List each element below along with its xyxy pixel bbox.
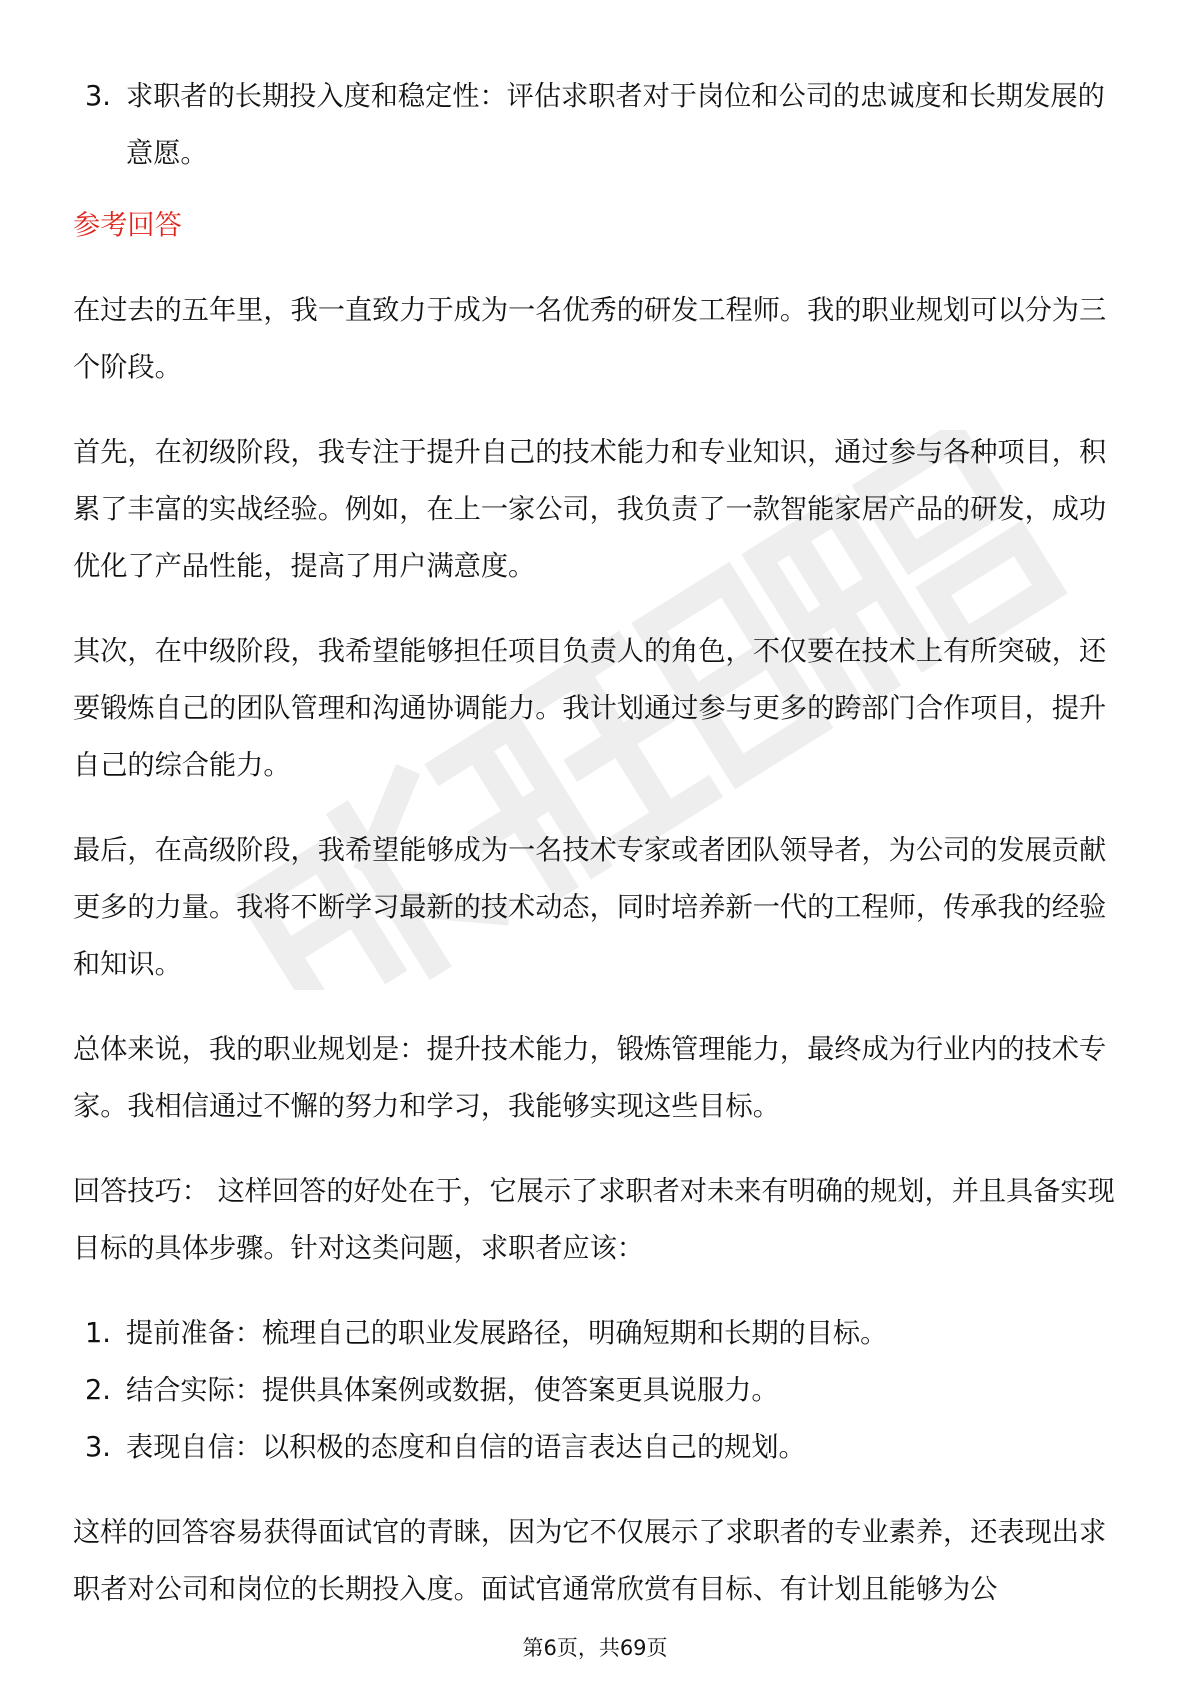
list-item bbox=[73, 1305, 1121, 1362]
paragraph-second-stage: 其次，在中级阶段，我希望能够担任项目负责人的角色，不仅要在技术上有所突破，还要锻炼自己的团队管理和沟通协调能力。我计划通过参与更多的跨部门合作项目，提升自己的综合能力。 bbox=[73, 636, 1107, 781]
list-item bbox=[73, 1419, 1121, 1476]
paragraph-closing: 这样的回答容易获得面试官的青睐，因为它不仅展示了求职者的专业素养，还表现出求职者对公司和岗位的长期投入度。面试官通常欣赏有目标、有计划且能够为公 bbox=[73, 1517, 1107, 1605]
paragraph-answer-tips: 回答技巧： 这样回答的好处在于，它展示了求职者对未来有明确的规划，并且具备实现目标的具体步骤。针对这类问题，求职者应该： bbox=[73, 1176, 1115, 1264]
main-content bbox=[73, 68, 1121, 1618]
tips-list bbox=[73, 1305, 1121, 1476]
paragraph-intro: 在过去的五年里，我一直致力于成为一名优秀的研发工程师。我的职业规划可以分为三个阶段。 bbox=[73, 295, 1107, 383]
list-item bbox=[73, 1362, 1121, 1419]
list-item-number: 1. bbox=[85, 1318, 111, 1349]
list-item-text: 结合实际：提供具体案例或数据，使答案更具说服力。 bbox=[126, 1375, 779, 1406]
list-item-text: 求职者的长期投入度和稳定性：评估求职者对于岗位和公司的忠诚度和长期发展的意愿。 bbox=[126, 81, 1105, 169]
list-item-number: 3. bbox=[85, 1432, 111, 1463]
list-item bbox=[73, 68, 1121, 182]
page-number-footer: 第6页，共69页 bbox=[522, 1636, 668, 1660]
paragraph-first-stage: 首先，在初级阶段，我专注于提升自己的技术能力和专业知识，通过参与各种项目，积累了丰富的实战经验。例如，在上一家公司，我负责了一款智能家居产品的研发，成功优化了产品性能，提高了用户满意度。 bbox=[73, 437, 1107, 582]
paragraph-summary: 总体来说，我的职业规划是：提升技术能力，锻炼管理能力，最终成为行业内的技术专家。我相信通过不懈的努力和学习，我能够实现这些目标。 bbox=[73, 1034, 1107, 1122]
list-item-text: 表现自信：以积极的态度和自信的语言表达自己的规划。 bbox=[126, 1432, 806, 1463]
paragraph-third-stage: 最后，在高级阶段，我希望能够成为一名技术专家或者团队领导者，为公司的发展贡献更多的力量。我将不断学习最新的技术动态，同时培养新一代的工程师，传承我的经验和知识。 bbox=[73, 835, 1107, 980]
list-item-number: 2. bbox=[85, 1375, 111, 1406]
list-item-number: 3. bbox=[85, 81, 111, 112]
section-heading: 参考回答 bbox=[73, 210, 182, 241]
list-item-text: 提前准备：梳理自己的职业发展路径，明确短期和长期的目标。 bbox=[126, 1318, 888, 1349]
